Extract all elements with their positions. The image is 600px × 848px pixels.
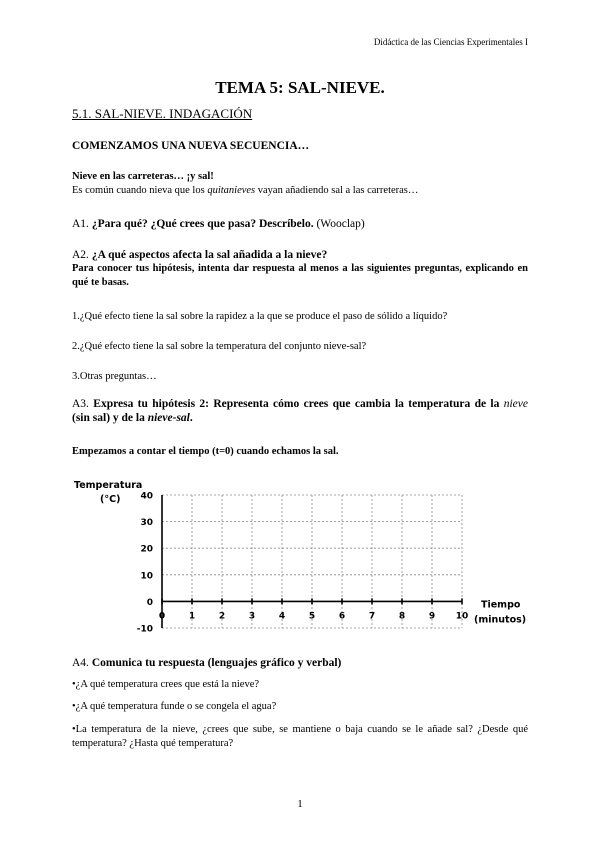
- x-tick-label: 5: [308, 611, 316, 622]
- x-tick-label: 9: [428, 611, 436, 622]
- running-header: Didáctica de las Ciencias Experimentales I: [373, 37, 528, 47]
- x-tick-label: 3: [248, 611, 256, 622]
- a4-item: •¿A qué temperatura crees que está la nieve?: [72, 679, 260, 690]
- a2-block: A2. ¿A qué aspectos afecta la sal añadida a la nieve? Para conocer tus hipótesis, intenta dar respuesta al menos a las siguientes preguntas, explicando en qué te basas.: [72, 249, 528, 288]
- a4-item: •¿A qué temperatura funde o se congela el agua?: [72, 701, 277, 712]
- a2-instruction: Para conocer tus hipótesis, intenta dar respuesta al menos a las siguientes preguntas, explicando en qué te basas.: [72, 263, 528, 288]
- x-tick-label: 0: [158, 611, 166, 622]
- lead-block: [72, 170, 528, 198]
- x-axis-title: Tiempo (minutos): [474, 599, 527, 626]
- temperature-time-chart[interactable]: [72, 468, 542, 646]
- a4-question: A4. Comunica tu respuesta (lenguajes gráfico y verbal): [72, 657, 342, 669]
- lead-text: Es común cuando nieva que los quitanieves vayan añadiendo sal a las carreteras…: [72, 185, 419, 196]
- y-axis-title: Temperatura (°C): [74, 480, 143, 505]
- x-tick-label: 6: [338, 611, 346, 622]
- y-tick-label: 0: [146, 597, 153, 608]
- intro-heading: COMENZAMOS UNA NUEVA SECUENCIA…: [72, 140, 310, 152]
- section-heading: 5.1. SAL-NIEVE. INDAGACIÓN: [72, 106, 253, 121]
- a2-item: 1.¿Qué efecto tiene la sal sobre la rapidez a la que se produce el paso de sólido a líquido?: [72, 311, 448, 322]
- y-tick-label: 40: [140, 491, 153, 502]
- a3-start-note: Empezamos a contar el tiempo (t=0) cuando echamos la sal.: [72, 446, 339, 457]
- a1-question: A1. ¿Para qué? ¿Qué crees que pasa? Descríbelo. (Wooclap): [72, 218, 365, 230]
- x-tick-label: 2: [218, 611, 226, 622]
- lead-heading: Nieve en las carreteras… ¡y sal!: [72, 171, 214, 182]
- x-tick-label: 4: [278, 611, 286, 622]
- x-tick-label: 10: [455, 611, 469, 622]
- x-tick-label: 7: [368, 611, 376, 622]
- page-title: TEMA 5: SAL-NIEVE.: [215, 78, 385, 97]
- x-tick-label: 8: [398, 611, 406, 622]
- y-tick-label: 20: [140, 544, 153, 555]
- a3-question: A3. Expresa tu hipótesis 2: Representa cómo crees que cambia la temperatura de la nieve (sin sal) y de la nieve-sal.: [72, 398, 528, 424]
- x-tick-label: 1: [188, 611, 196, 622]
- a2-item: 3.Otras preguntas…: [72, 371, 157, 382]
- y-tick-label: 10: [140, 571, 153, 582]
- a2-item: 2.¿Qué efecto tiene la sal sobre la temperatura del conjunto nieve-sal?: [72, 341, 367, 352]
- y-tick-label: -10: [136, 624, 153, 635]
- y-tick-label: 30: [140, 518, 153, 529]
- a4-item: •La temperatura de la nieve, ¿crees que sube, se mantiene o baja cuando se le añade sal? ¿Desde qué temperatura? ¿Hasta qué temperatura?: [72, 724, 528, 749]
- page-number: 1: [297, 798, 303, 810]
